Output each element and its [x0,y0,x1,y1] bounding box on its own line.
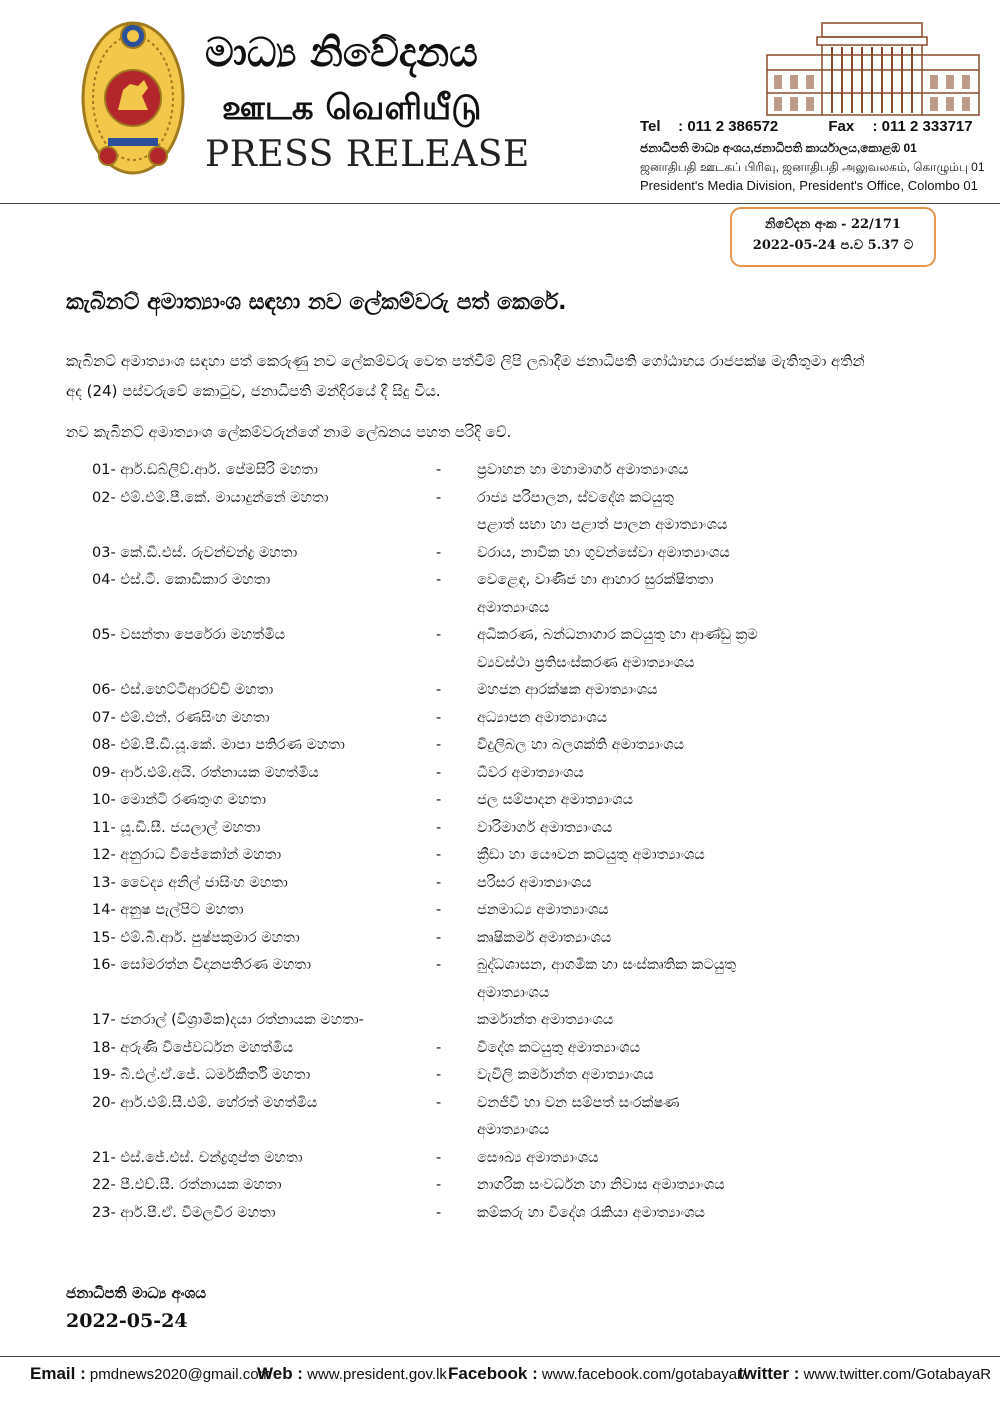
ministry-line: කර්මාන්ත අමාත්‍යාංශය [477,1012,614,1028]
ministry-line: බුද්ධශාසන, ආගමික හා සංස්කෘතික කටයුතු [477,957,737,973]
appointment-row [92,1062,892,1090]
footer-twitter [738,1364,991,1384]
row-dash: - [436,737,442,753]
secretary-name: 12- අනුරාධ විජේකෝන් මහතා [92,847,282,863]
address-sinhala: ජනාධිපති මාධ්‍ය අංශය,ජනාධිපති කාර්යාලය,කොළඹ 01 [640,141,917,155]
ministry [477,622,892,677]
release-datetime: 2022-05-24 ප.ව 5.37 ට [752,238,914,253]
ministry [477,457,892,485]
secretary-name: 03- කේ.ඩී.එස්. රුවන්චන්ද්‍ර මහතා [92,544,298,561]
ministry [477,732,892,760]
ministry-line: විදේශ කටයුතු අමාත්‍යාංශය [477,1039,641,1056]
ministry [477,760,892,788]
ministry [477,952,892,1007]
ministry [477,540,892,568]
release-number: නිවේදන අංක - 22/171 [765,217,901,232]
appointment-row [92,815,892,843]
ministry-line: වනජීවී හා වන සම්පත් සංරක්ෂණ [477,1094,680,1111]
ministry [477,567,892,622]
ministry-line: අධ්‍යාපන අමාත්‍යාංශය [477,709,608,726]
secretary-name: 17- ජනරාල් (විශ්‍රාමික)දයා රත්නායක මහතා- [92,1012,364,1028]
footer-email [30,1364,271,1384]
ministry [477,815,892,843]
ministry [477,1090,892,1145]
ministry-line: අධිකරණ, බන්ධනාගාර කටයුතු හා ආණ්ඩු ක්‍රම [477,627,758,643]
row-dash: - [436,764,442,781]
ministry [477,1035,892,1063]
appointment-row [92,705,892,733]
appointment-row [92,485,892,540]
row-dash: - [436,847,442,863]
secretary-name: 04- එස්.ටී. කොඩිකාර මහතා [92,572,271,588]
headline: කැබිනට් අමාත්‍යාංශ සඳහා නව ලේකම්වරු පත් කෙරේ. [66,290,567,315]
title-english: PRESS RELEASE [205,134,530,175]
secretary-name: 14- අනුෂ පැල්පිට මහතා [92,902,244,918]
ministry-line: වාරිමාර්ග අමාත්‍යාංශය [477,819,613,836]
row-dash: - [436,1039,442,1056]
ministry [477,897,892,925]
secretary-name: 15- එම්.බී.ආර්. පුෂ්පකුමාර මහතා [92,929,300,946]
list-intro-paragraph: නව කැබිනට් අමාත්‍යාංශ ලේකම්වරුන්ගේ නාම ලේඛනය පහත පරිදි වේ. [66,423,512,441]
appointment-row [92,925,892,953]
tel-value: : 011 2 386572 [678,118,779,135]
intro-paragraph: කැබිනට් අමාත්‍යාංශ සඳහා පත් කෙරුණු නව ලේකම්වරු වෙත පත්වීම් ලිපි ලබාදීම ජනාධිපති ගෝඨාභය රාජපක්ෂ මැතිතුමා අතින් අද (24) පස්වරුවේ කොටුව, ජනාධිපති මන්දිරයේ දී සිදු විය. [66,352,865,400]
appointment-row [92,457,892,485]
secretary-name: 07- එම්.එන්. රණසිංහ මහතා [92,709,270,726]
ministry [477,787,892,815]
row-dash: - [436,627,442,643]
appointment-row [92,1007,892,1035]
row-dash: - [436,572,442,588]
ministry-line: සෞඛ්‍ය අමාත්‍යාංශය [477,1149,599,1166]
row-dash: - [436,462,442,478]
secretary-name: 02- එම්.එම්.පී.කේ. මායාදුන්නේ මහතා [92,489,329,506]
row-dash: - [436,1067,442,1083]
row-dash: - [436,792,442,808]
twitter-value[interactable]: www.twitter.com/GotabayaR [803,1366,992,1383]
row-dash: - [436,489,442,506]
ministry [477,677,892,705]
appointment-row [92,1172,892,1200]
ministry-line: පරිසර අමාත්‍යාංශය [477,874,592,891]
ministry [477,485,892,540]
secretary-name: 19- බී.එල්.ඒ.ජේ. ධර්මකීර්ති මහතා [92,1067,311,1083]
twitter-label: twitter : [738,1364,800,1383]
secretary-name: 11- යූ.ඩී.සී. ජයලාල් මහතා [92,819,261,836]
row-dash: - [436,1204,442,1221]
row-dash: - [436,1177,442,1193]
web-label: Web : [257,1364,303,1383]
footer-facebook [448,1364,746,1384]
secretary-name: 01- ආර්.ඩබ්ලිව්.ආර්. පේමසිරි මහතා [92,462,318,478]
secretary-name: 18- අරුණි විජේවර්ධන මහත්මිය [92,1039,294,1056]
ministry-line: වැවිලි කර්මාන්ත අමාත්‍යාංශය [477,1067,654,1083]
appointment-row [92,897,892,925]
ministry [477,1200,892,1228]
release-number-box [730,207,936,267]
email-label: Email : [30,1364,86,1383]
title-sinhala: මාධ්‍ය නිවේදනය [205,30,478,76]
ministry-line: කම්කරු හා විදේශ රැකියා අමාත්‍යාංශය [477,1204,705,1221]
appointments-list [92,457,892,1227]
appointment-row [92,540,892,568]
tel-label: Tel [640,118,661,135]
ministry-line: වෙළෙඳ, වාණිජ හා ආහාර සුරක්ෂිතතා [477,572,714,588]
appointment-row [92,787,892,815]
ministry [477,925,892,953]
ministry-line: විදුලිබල හා බලශක්ති අමාත්‍යාංශය [477,737,685,753]
presidents-office-building-illustration [762,15,984,120]
signature-unit: ජනාධිපති මාධ්‍ය අංශය [66,1284,207,1302]
ministry-line: ජල සම්පාදන අමාත්‍යාංශය [477,792,634,808]
ministry [477,842,892,870]
row-dash: - [436,874,442,891]
header-divider [0,203,1000,204]
appointment-row [92,1200,892,1228]
secretary-name: 06- එස්.හෙට්ටිආරච්චි මහතා [92,682,274,698]
address-tamil: ஜனாதிபதி ஊடகப் பிரிவு, ஜனாதிபதி அலுவலகம், கொழும்பு 01 [640,160,985,174]
ministry-line: පළාත් සභා හා පළාත් පාලන අමාත්‍යාංශය [477,517,728,533]
ministry [477,1145,892,1173]
row-dash: - [436,1094,442,1111]
row-dash: - [436,544,442,561]
secretary-name: 16- සෝමරත්න විදානපතිරණ මහතා [92,957,311,973]
title-tamil: ஊடக வெளியீடு [222,88,482,128]
ministry-line: ප්‍රවාහන හා මහාමාර්ග අමාත්‍යාංශය [477,462,689,478]
ministry-line: කෘෂිකර්ම අමාත්‍යාංශය [477,929,612,946]
ministry-line: නාගරික සංවර්ධන හා නිවාස අමාත්‍යාංශය [477,1177,725,1193]
ministry-line: වරාය, නාවික හා ගුවන්සේවා අමාත්‍යාංශය [477,544,730,561]
row-dash: - [436,819,442,836]
secretary-name: 20- ආර්.එම්.සී.එම්. හේරත් මහත්මිය [92,1094,318,1111]
ministry-line: ධීවර අමාත්‍යාංශය [477,764,584,781]
secretary-name: 10- මොන්ටි රණතුංග මහතා [92,792,267,808]
appointment-row [92,952,892,1007]
fax-label: Fax [828,118,855,135]
row-dash: - [436,1149,442,1166]
appointment-row [92,760,892,788]
row-dash: - [436,902,442,918]
appointment-row [92,870,892,898]
footer-web [257,1364,447,1384]
ministry-line: ජනමාධ්‍ය අමාත්‍යාංශය [477,902,609,918]
secretary-name: 13- වෛද්‍ය අනිල් ජාසිංහ මහතා [92,874,288,891]
secretary-name: 23- ආර්.පී.ඒ. විමලවීර මහතා [92,1204,276,1221]
address-english: President's Media Division, President's Office, Colombo 01 [640,178,978,193]
footer-divider [0,1356,1000,1357]
national-emblem-logo [78,18,188,178]
ministry-line: අමාත්‍යාංශය [477,984,550,1001]
ministry-line: මහජන ආරක්ෂක අමාත්‍යාංශය [477,682,658,698]
secretary-name: 22- පී.එච්.සී. රත්නායක මහතා [92,1177,282,1193]
ministry-line: අමාත්‍යාංශය [477,599,550,616]
secretary-name: 05- වසන්තා පෙරේරා මහත්මිය [92,627,285,643]
web-value[interactable]: www.president.gov.lk [307,1366,447,1383]
contact-phone-line [640,118,992,135]
ministry [477,870,892,898]
appointment-row [92,677,892,705]
row-dash: - [436,709,442,726]
row-dash: - [436,682,442,698]
row-dash: - [436,929,442,946]
ministry-line: රාජ්‍ය පරිපාලන, ස්වදේශ කටයුතු [477,489,674,506]
secretary-name: 21- එස්.ජේ.එස්. චන්ද්‍රගුප්ත මහතා [92,1149,303,1166]
appointment-row [92,732,892,760]
appointment-row [92,842,892,870]
ministry [477,1172,892,1200]
facebook-label: Facebook : [448,1364,538,1383]
secretary-name: 09- ආර්.එම්.අයි. රත්නායක මහත්මිය [92,764,319,781]
appointment-row [92,622,892,677]
ministry [477,1007,892,1035]
ministry [477,705,892,733]
row-dash: - [436,957,442,973]
secretary-name: 08- එම්.පී.ඩී.යූ.කේ. මාපා පතිරණ මහතා [92,737,345,753]
appointment-row [92,567,892,622]
appointment-row [92,1145,892,1173]
appointment-row [92,1090,892,1145]
ministry-line: ක්‍රීඩා හා යෞවන කටයුතු අමාත්‍යාංශය [477,847,705,863]
facebook-value[interactable]: www.facebook.com/gotabayar/ [541,1366,747,1383]
fax-value: : 011 2 333717 [872,118,973,135]
appointment-row [92,1035,892,1063]
email-value[interactable]: pmdnews2020@gmail.com [89,1366,272,1383]
ministry-line: ව්‍යවස්ථා ප්‍රතිසංස්කරණ අමාත්‍යාංශය [477,654,695,671]
ministry [477,1062,892,1090]
signature-date: 2022-05-24 [66,1310,188,1332]
ministry-line: අමාත්‍යාංශය [477,1122,550,1138]
